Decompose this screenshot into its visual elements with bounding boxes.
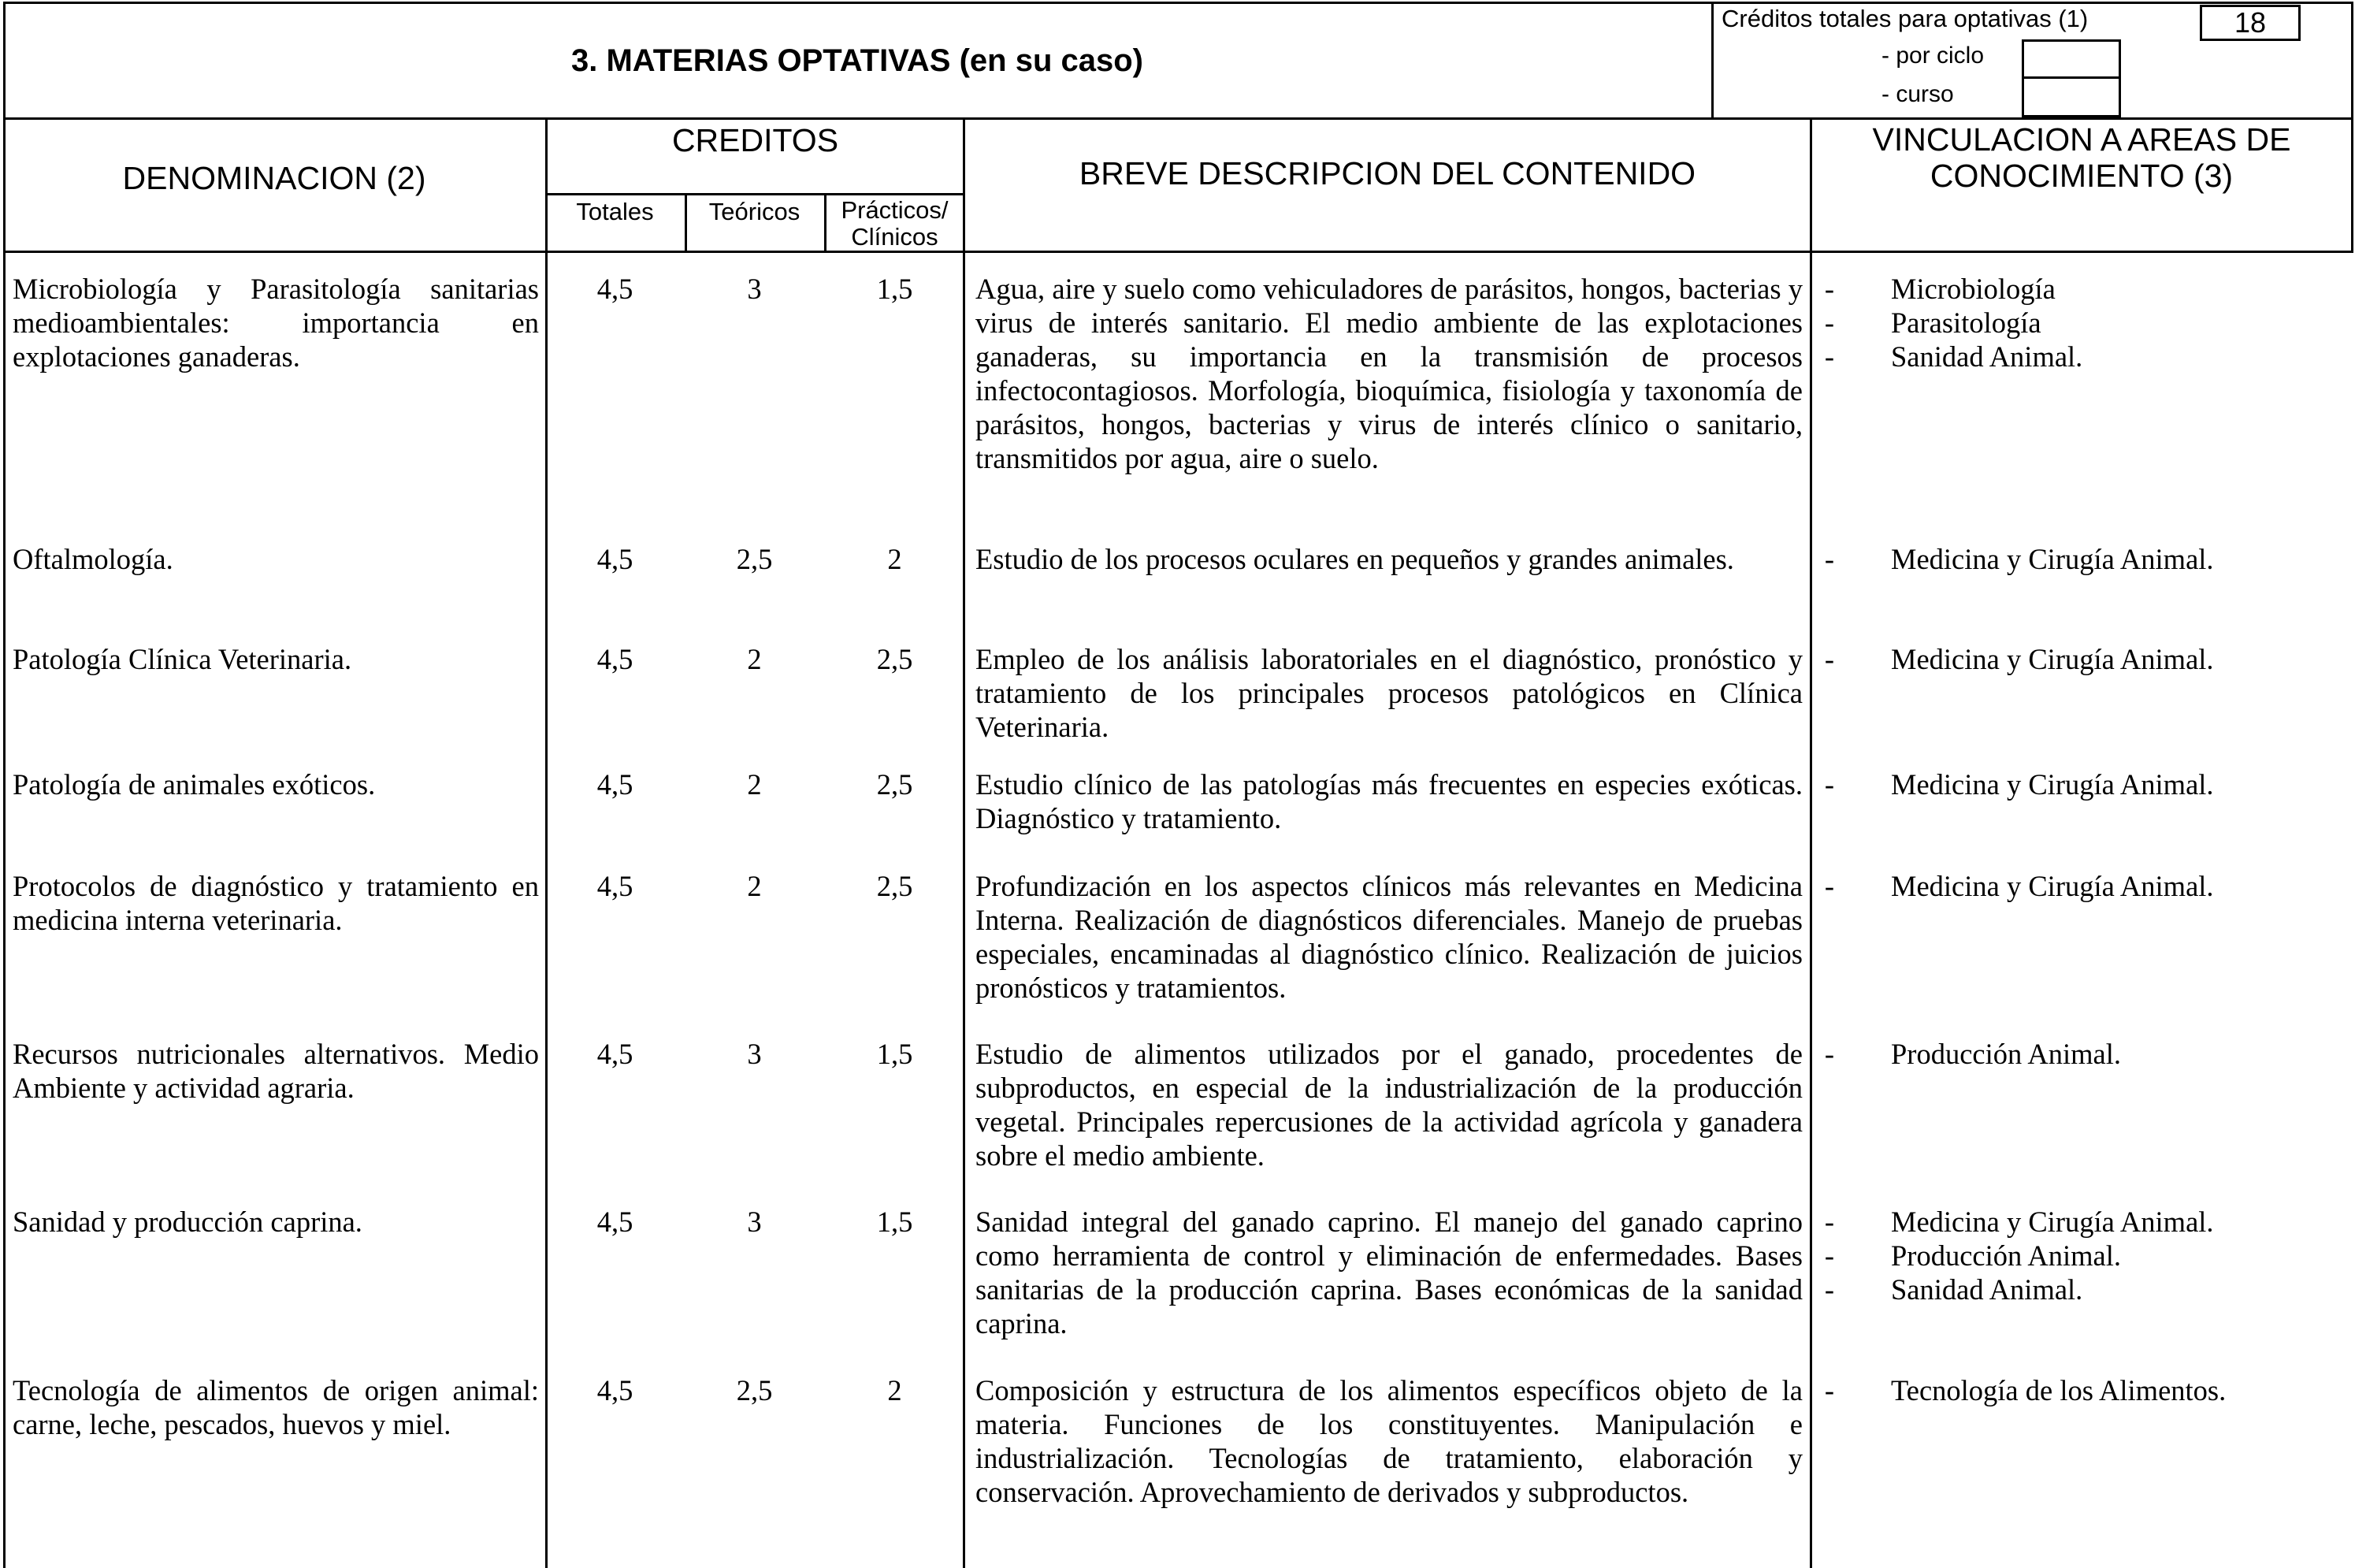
credits-teoricos: 3: [747, 273, 762, 305]
practicos-header: [824, 197, 965, 251]
credits-practicos: 1,5: [876, 273, 913, 305]
creditos-totales-value: 18: [2234, 6, 2267, 39]
credits-practicos: 1,5: [876, 1206, 913, 1238]
descripcion-header: BREVE DESCRIPCION DEL CONTENIDO: [1079, 155, 1696, 191]
credits-practicos: 2: [887, 543, 902, 575]
content-description: Estudio de alimentos utilizados por el ganado, procedentes de subproductos, en especial de la industrialización de la producción vegetal. Principales repercusiones de la actividad agrícola y ganadera sobre el medio ambiente.: [975, 1038, 1803, 1172]
credits-practicos: 2,5: [876, 643, 913, 675]
credits-teoricos: 3: [747, 1206, 762, 1238]
subject-name: Sanidad y producción caprina.: [13, 1206, 362, 1238]
bullet-dash: -: [1824, 643, 1835, 675]
area-item: [1822, 272, 2342, 306]
area-item: [1822, 1205, 2342, 1239]
subject-name: Microbiología y Parasitología sanitarias medioambientales: importancia en explotaciones ganaderas.: [13, 273, 539, 373]
curso-box: [2022, 76, 2121, 117]
area-name: Tecnología de los Alimentos.: [1891, 1374, 2227, 1406]
area-name: Medicina y Cirugía Animal.: [1891, 870, 2214, 902]
credits-totales: 4,5: [596, 643, 633, 675]
area-item: [1822, 306, 2342, 340]
area-name: Microbiología: [1891, 273, 2056, 305]
area-item: [1822, 642, 2342, 676]
column-header-bottom-rule: [3, 251, 2353, 253]
left-border: [3, 2, 6, 1568]
knowledge-areas: [1822, 542, 2342, 576]
area-name: Medicina y Cirugía Animal.: [1891, 643, 2214, 675]
subject-name: Patología de animales exóticos.: [13, 768, 376, 801]
bullet-dash: -: [1824, 1374, 1835, 1406]
credits-teoricos: 2: [747, 768, 762, 801]
content-description: Estudio clínico de las patologías más frecuentes en especies exóticas. Diagnóstico y tratamiento.: [975, 768, 1803, 834]
knowledge-areas: [1822, 869, 2342, 903]
area-name: Producción Animal.: [1891, 1038, 2121, 1070]
totales-header: Totales: [576, 198, 654, 225]
area-item: [1822, 767, 2342, 801]
credits-totales: 4,5: [596, 273, 633, 305]
credits-totales: 4,5: [596, 543, 633, 575]
subject-name: Oftalmología.: [13, 543, 173, 575]
area-item: [1822, 542, 2342, 576]
practicos-header-line2: Clínicos: [851, 223, 938, 251]
knowledge-areas: [1822, 1205, 2342, 1306]
top-border: [3, 2, 2353, 4]
body-col-divider-1: [545, 251, 548, 1568]
bullet-dash: -: [1824, 1239, 1835, 1272]
bullet-dash: -: [1824, 768, 1835, 801]
area-item: [1822, 869, 2342, 903]
area-name: Medicina y Cirugía Animal.: [1891, 543, 2214, 575]
page-title: 3. MATERIAS OPTATIVAS (en su caso): [570, 43, 1143, 78]
credits-totales: 4,5: [596, 1374, 633, 1406]
por-ciclo-label: - por ciclo: [1881, 43, 1985, 69]
content-description: Empleo de los análisis laboratoriales en el diagnóstico, pronóstico y tratamiento de los principales procesos patológicos en Clínica Veterinaria.: [975, 643, 1803, 743]
credits-teoricos: 2: [747, 870, 762, 902]
credits-teoricos: 2,5: [736, 1374, 773, 1406]
credits-practicos: 2: [887, 1374, 902, 1406]
area-item: [1822, 340, 2342, 373]
area-name: Producción Animal.: [1891, 1239, 2121, 1272]
credits-practicos: 2,5: [876, 768, 913, 801]
vinculacion-header: [1812, 121, 2351, 194]
creditos-subheader-rule: [545, 193, 965, 195]
area-name: Sanidad Animal.: [1891, 1273, 2083, 1306]
area-item: [1822, 1273, 2342, 1306]
subject-name: Recursos nutricionales alternativos. Medio Ambiente y actividad agraria.: [13, 1038, 539, 1104]
bullet-dash: -: [1824, 307, 1835, 339]
bullet-dash: -: [1824, 273, 1835, 305]
creditos-header: CREDITOS: [671, 122, 839, 158]
practicos-header-line1: Prácticos/: [841, 196, 949, 224]
bullet-dash: -: [1824, 1273, 1835, 1306]
credits-teoricos: 2,5: [736, 543, 773, 575]
area-item: [1822, 1373, 2342, 1407]
bullet-dash: -: [1824, 870, 1835, 902]
por-ciclo-box: [2022, 39, 2121, 79]
credits-practicos: 2,5: [876, 870, 913, 902]
knowledge-areas: [1822, 767, 2342, 801]
credits-practicos: 1,5: [876, 1038, 913, 1070]
right-border: [2351, 2, 2353, 252]
body-col-divider-2: [963, 251, 965, 1568]
teoricos-header: Teóricos: [708, 198, 800, 225]
area-name: Parasitología: [1891, 307, 2041, 339]
area-name: Medicina y Cirugía Animal.: [1891, 1206, 2214, 1238]
denominacion-header: DENOMINACION (2): [122, 160, 426, 196]
area-item: [1822, 1037, 2342, 1071]
subject-name: Patología Clínica Veterinaria.: [13, 643, 352, 675]
credits-teoricos: 2: [747, 643, 762, 675]
header-bottom-rule: [3, 117, 2353, 120]
body-col-divider-3: [1810, 251, 1812, 1568]
knowledge-areas: [1822, 272, 2342, 373]
content-description: Composición y estructura de los alimentos específicos objeto de la materia. Funciones de los constituyentes. Manipulación e industrialización. Tecnologías de tratamiento, elaboración y conservación. Aprovechamiento de derivados y subproductos.: [975, 1374, 1803, 1508]
bullet-dash: -: [1824, 340, 1835, 373]
area-item: [1822, 1239, 2342, 1273]
area-name: Medicina y Cirugía Animal.: [1891, 768, 2214, 801]
title-box-divider: [1711, 2, 1714, 120]
bullet-dash: -: [1824, 1038, 1835, 1070]
credits-totales: 4,5: [596, 1206, 633, 1238]
credits-totales: 4,5: [596, 1038, 633, 1070]
content-description: Profundización en los aspectos clínicos más relevantes en Medicina Interna. Realización de diagnósticos diferenciales. Manejo de pruebas especiales, encaminadas al diagnóstico clínico. Realización de juicios pronósticos y tratamientos.: [975, 870, 1803, 1004]
knowledge-areas: [1822, 1373, 2342, 1407]
area-name: Sanidad Animal.: [1891, 340, 2083, 373]
bullet-dash: -: [1824, 1206, 1835, 1238]
subject-name: Tecnología de alimentos de origen animal: carne, leche, pescados, huevos y miel.: [13, 1374, 539, 1440]
vinculacion-header-line1: VINCULACION A AREAS DE: [1872, 121, 2291, 158]
subject-name: Protocolos de diagnóstico y tratamiento en medicina interna veterinaria.: [13, 870, 539, 936]
creditos-totales-label: Créditos totales para optativas (1): [1722, 5, 2089, 32]
knowledge-areas: [1822, 1037, 2342, 1071]
knowledge-areas: [1822, 642, 2342, 676]
credits-totales: 4,5: [596, 870, 633, 902]
content-description: Agua, aire y suelo como vehiculadores de parásitos, hongos, bacterias y virus de interés sanitario. El medio ambiente de las explotaciones ganaderas, su importancia en la transmisión de procesos infectocontagiosos. Morfología, bioquímica, fisiología y taxonomía de parásitos, hongos, bacterias y virus de interés clínico o sanitario, transmitidos por agua, aire o suelo.: [975, 273, 1803, 474]
vinculacion-header-line2: CONOCIMIENTO (3): [1930, 158, 2234, 194]
content-description: Sanidad integral del ganado caprino. El manejo del ganado caprino como herramienta de control y eliminación de enfermedades. Bases sanitarias de la producción caprina. Bases económicas de la sanidad caprina.: [975, 1206, 1803, 1339]
bullet-dash: -: [1824, 543, 1835, 575]
curso-label: - curso: [1881, 81, 1954, 107]
credits-totales: 4,5: [596, 768, 633, 801]
creditos-totales-box: [2200, 5, 2301, 41]
credits-teoricos: 3: [747, 1038, 762, 1070]
content-description: Estudio de los procesos oculares en pequeños y grandes animales.: [975, 543, 1734, 575]
